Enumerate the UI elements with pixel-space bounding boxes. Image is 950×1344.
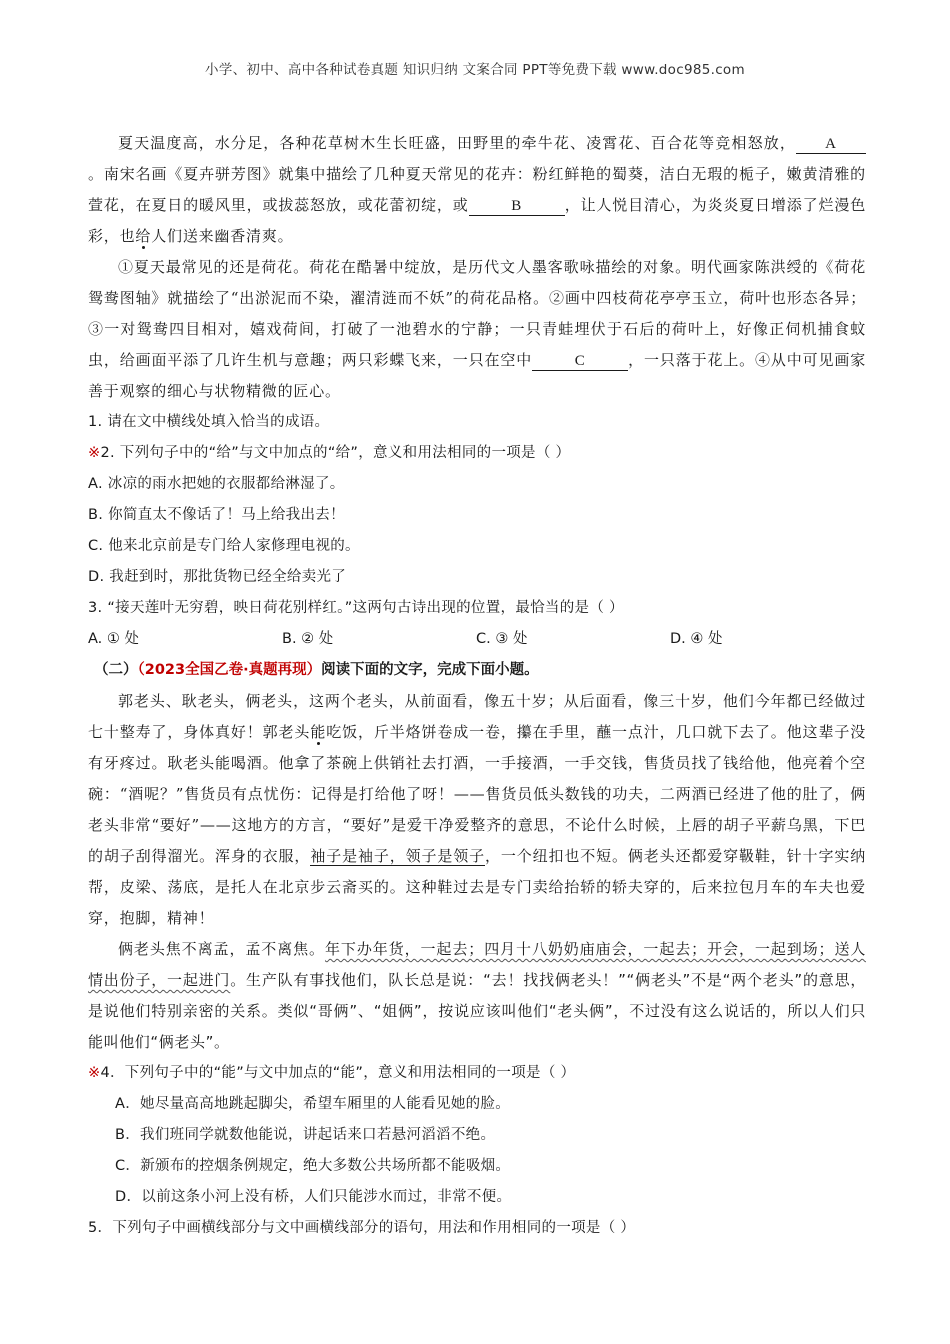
passage2-paragraph2 — [88, 934, 866, 1058]
question-4-text: 4．下列句子中的“能”与文中加点的“能”，意义和用法相同的一项是（ ） — [100, 1065, 576, 1081]
star-mark-icon: ※ — [88, 1065, 101, 1081]
q2-option-b[interactable]: B. 你简直太不像话了！马上给我出去！ — [88, 507, 345, 523]
passage1-paragraph1 — [88, 128, 866, 252]
passage1-text: 人们送来幽香清爽。 — [151, 227, 294, 245]
passage2-paragraph1 — [88, 686, 866, 934]
blank-c[interactable]: C — [532, 352, 628, 371]
dotted-char-gei: 给 — [135, 227, 152, 245]
q4-option-d[interactable]: D．以前这条小河上没有桥，人们只能涉水而过，非常不便。 — [115, 1189, 512, 1205]
q3-option-c[interactable]: C. ③ 处 — [476, 631, 528, 647]
document-body — [88, 128, 866, 1244]
question-1: 1. 请在文中横线处填入恰当的成语。 — [88, 414, 330, 430]
q4-option-c[interactable]: C．新颁布的控烟条例规定，绝大多数公共场所都不能吸烟。 — [115, 1158, 511, 1174]
passage2-text: 吃饭，斤半烙饼卷成一卷，攥在手里，蘸一点汁，几口就下去了。他这辈子没有牙疼过。耿老头能喝酒。他拿了茶碗上供销社去打酒，一手接酒，一手交钱，售货员找了钱给他，他亮着个空碗：“酒呢？”售货员有点忧伤：记得是打给他了呀！——售货员低头数钱的功夫，二两酒已经进了他的肚了，俩老头非常“要好”——这地方的方言，“要好”是爱干净爱整齐的意思，不论什么时候，上唇的胡子平薪乌黑，下巴的胡子刮得溜光。浑身的衣服， — [88, 723, 866, 865]
section-prefix: （二） — [94, 662, 138, 678]
page-header: 小学、初中、高中各种试卷真题 知识归纳 文案合同 PPT等免费下载 www.doc985.com — [205, 62, 745, 78]
q3-option-b[interactable]: B. ② 处 — [282, 631, 334, 647]
wavy-underlined-phrase: 年下办年货，一起去；四月十八奶奶庙庙会，一起去；开会，一起到场；送人情出份子，一起进门 — [88, 940, 866, 989]
q2-option-a[interactable]: A. 冰凉的雨水把她的衣服都给淋湿了。 — [88, 476, 345, 492]
question-4 — [88, 1058, 866, 1089]
blank-b[interactable]: B — [469, 197, 565, 216]
passage2-text: ，一个纽扣也不短。俩老头还都爱穿靸鞋，针十字实纳帮，皮梁、荡底，是托人在北京步云斋买的。这种鞋过去是专门卖给抬轿的轿夫穿的，后来拉包月车的车夫也爱穿，抱脚，精神！ — [88, 847, 866, 927]
q2-option-c[interactable]: C. 他来北京前是专门给人家修理电视的。 — [88, 538, 360, 554]
q3-option-a[interactable]: A. ① 处 — [88, 631, 139, 647]
passage1-paragraph2 — [88, 252, 866, 407]
passage1-text: 夏天温度高，水分足，各种花草树木生长旺盛，田野里的牵牛花、凌霄花、百合花等竞相怒放， — [118, 134, 796, 152]
q3-option-d[interactable]: D. ④ 处 — [670, 631, 723, 647]
q2-option-d[interactable]: D. 我赶到时，那批货物已经全给卖光了 — [88, 569, 347, 585]
passage2-text: 郭老头、耿老头，俩老头，这两个老头，从前面看，像五十岁；从后面看，像三十岁，他们今年都已经做过七十整寿了，身体真好！郭老头 — [88, 692, 866, 741]
question-3: 3. “接天莲叶无穷碧，映日荷花别样红。”这两句古诗出现的位置，最恰当的是（ ） — [88, 600, 624, 616]
dotted-char-neng: 能 — [310, 723, 327, 741]
q4-option-a[interactable]: A．她尽量高高地跳起脚尖，希望车厢里的人能看见她的脸。 — [115, 1096, 511, 1112]
q3-options — [88, 624, 866, 655]
section-instruction: 阅读下面的文字，完成下面小题。 — [321, 662, 539, 678]
passage2-text: 俩老头焦不离孟，孟不离焦。 — [118, 940, 325, 958]
question-2 — [88, 438, 866, 469]
section-2-heading — [88, 655, 866, 686]
passage2-text: 。生产队有事找他们，队长总是说：“去！找找俩老头！”“俩老头”不是“两个老头”的意思，是说他们特别亲密的关系。类似“哥俩”、“姐俩”，按说应该叫他们“老头俩”，不过没有这么说话的，所以人们只能叫他们“俩老头”。 — [88, 971, 866, 1051]
question-2-text: 2. 下列句子中的“给”与文中加点的“给”，意义和用法相同的一项是（ ） — [100, 445, 571, 461]
passage1-text: 。南宋名画《夏卉骈芳图》就集中描绘了几种夏天常见的花卉：粉红鲜艳的蜀葵，洁白无瑕的栀子，嫩黄清雅的萱花，在夏日的暖风里，或拔蕊怒放，或花蕾初绽，或 — [88, 165, 866, 214]
passage1-text: ，让人悦目清心，为炎炎夏日增添了烂漫色彩，也 — [88, 196, 867, 245]
passage1-text: ，一只落于花上。④从中可见画家善于观察的细心与状物精微的匠心。 — [88, 351, 866, 400]
q4-option-b[interactable]: B．我们班同学就数他能说，讲起话来口若悬河滔滔不绝。 — [115, 1127, 496, 1143]
star-mark-icon: ※ — [88, 445, 101, 461]
blank-a[interactable]: A — [796, 135, 866, 154]
underlined-phrase: 袖子是袖子，领子是领子 — [310, 847, 485, 865]
question-5: 5．下列句子中画横线部分与文中画横线部分的语句，用法和作用相同的一项是（ ） — [88, 1220, 636, 1236]
passage1-text: ①夏天最常见的还是荷花。荷花在酷暑中绽放，是历代文人墨客歌咏描绘的对象。明代画家陈洪绶的《荷花鸳鸯图轴》就描绘了“出淤泥而不染，濯清涟而不妖”的荷花品格。②画中四枝荷花亭亭玉立，荷叶也形态各异；③一对鸳鸯四目相对，嬉戏荷间，打破了一池碧水的宁静；一只青蛙埋伏于石后的荷叶上，好像正伺机捕食蚊虫，给画面平添了几许生机与意趣；两只彩蝶飞来，一只在空中 — [88, 258, 866, 369]
section-source: （2023全国乙卷·真题再现） — [137, 662, 322, 678]
